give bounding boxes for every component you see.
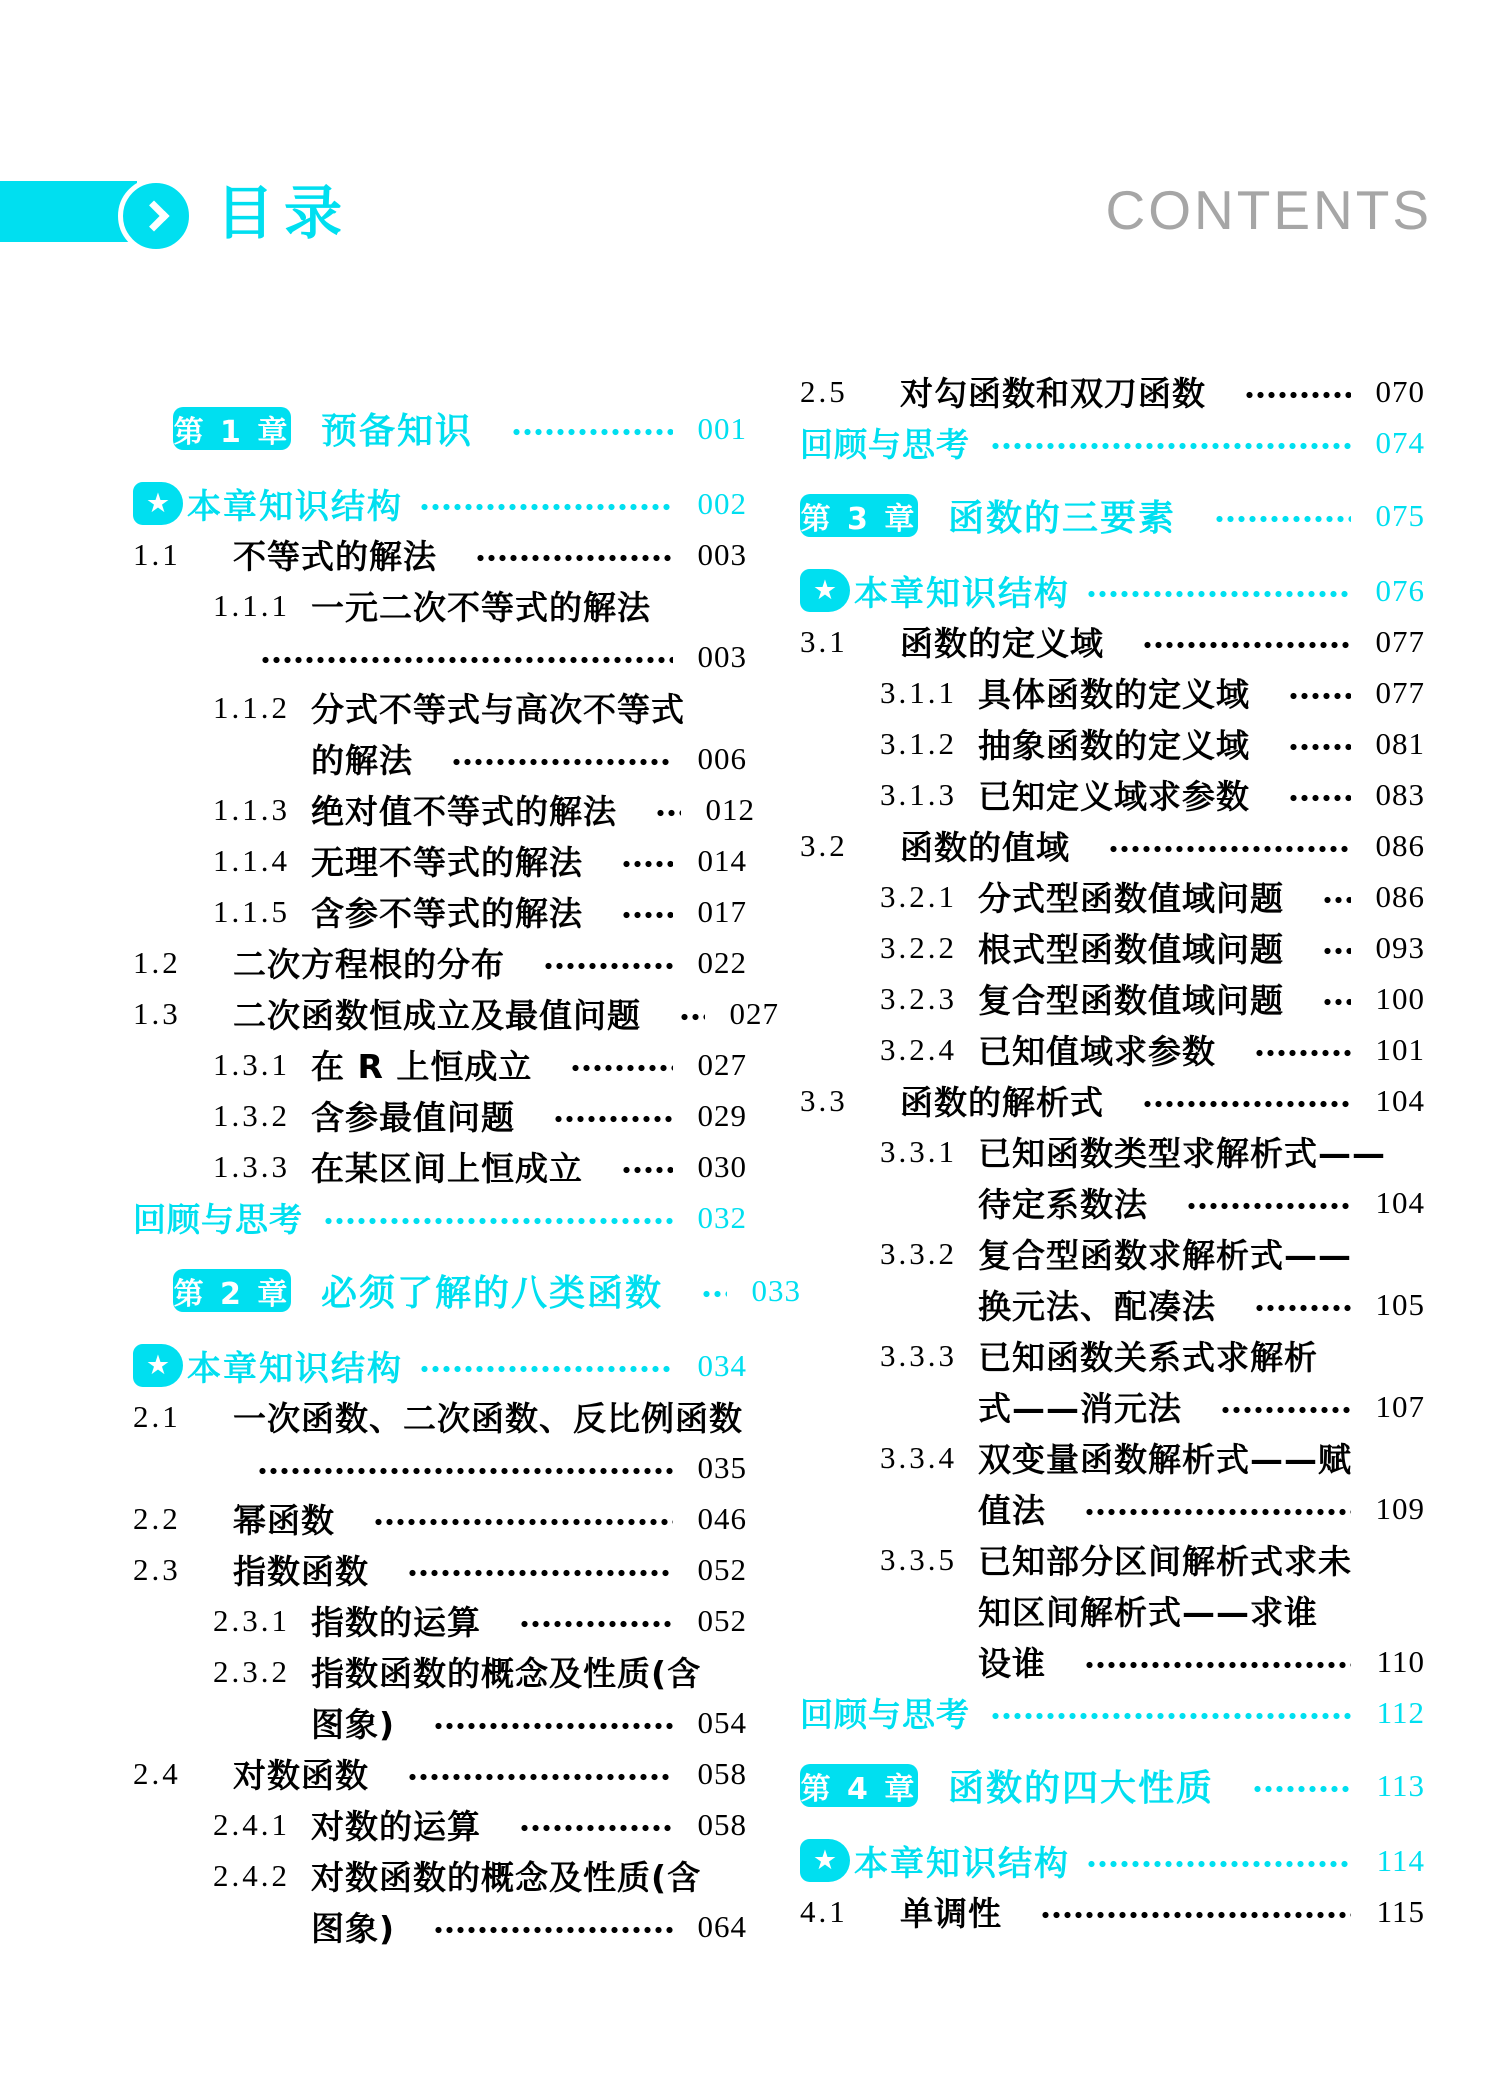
entry-title: 不等式的解法 bbox=[233, 537, 437, 576]
toc-subentry bbox=[133, 1090, 747, 1141]
toc-subentry bbox=[133, 1646, 747, 1697]
entry-number: 2.4.2 bbox=[213, 1857, 290, 1893]
toc-subentry bbox=[800, 973, 1425, 1024]
dotted-leader bbox=[323, 1217, 673, 1225]
dotted-leader bbox=[701, 1290, 727, 1298]
entry-number: 3.3.3 bbox=[880, 1337, 957, 1373]
dotted-leader bbox=[1186, 1202, 1351, 1210]
dotted-leader bbox=[1084, 1508, 1351, 1516]
dotted-leader bbox=[1322, 947, 1351, 955]
entry-number: 2.2 bbox=[133, 1500, 181, 1536]
chapter-badge: 第 4 章 bbox=[800, 1764, 918, 1807]
dotted-leader bbox=[1254, 1304, 1351, 1312]
toc-continuation-row bbox=[133, 1901, 747, 1952]
entry-title: 函数的定义域 bbox=[900, 624, 1104, 663]
toc-knowledge-row bbox=[133, 1340, 747, 1391]
toc-chapter-row bbox=[133, 403, 747, 454]
page-number: 003 bbox=[697, 638, 747, 674]
continuation-text: 图象) bbox=[311, 1909, 396, 1948]
toc-chapter-row bbox=[133, 1265, 802, 1316]
toc-subentry bbox=[133, 1799, 747, 1850]
toc-subentry bbox=[800, 718, 1425, 769]
entry-title: 在某区间上恒成立 bbox=[311, 1149, 583, 1188]
page-number: 115 bbox=[1376, 1893, 1425, 1929]
entry-title: 对数函数 bbox=[233, 1756, 369, 1795]
knowledge-title: 本章知识结构 bbox=[854, 1844, 1070, 1884]
header-accent-bar bbox=[0, 181, 137, 242]
dotted-leader bbox=[1086, 590, 1351, 598]
star-icon: ★ bbox=[133, 482, 183, 525]
dotted-leader bbox=[1288, 794, 1351, 802]
page-number: 001 bbox=[697, 410, 747, 446]
toc-entry bbox=[133, 1748, 747, 1799]
entry-number: 3.3 bbox=[800, 1082, 848, 1118]
continuation-text: 知区间解析式——求谁 bbox=[978, 1593, 1318, 1632]
toc-column-left bbox=[133, 381, 802, 1952]
toc-continuation-row bbox=[800, 1636, 1425, 1687]
entry-title: 含参不等式的解法 bbox=[311, 894, 583, 933]
toc-continuation-row bbox=[800, 1585, 1425, 1636]
entry-title: 对数函数的概念及性质(含 bbox=[311, 1858, 702, 1897]
dotted-leader bbox=[990, 442, 1351, 450]
page-number: 022 bbox=[697, 944, 747, 980]
entry-number: 2.4 bbox=[133, 1755, 181, 1791]
entry-number: 2.3.2 bbox=[213, 1653, 290, 1689]
toc-continuation-row bbox=[133, 733, 747, 784]
toc-entry bbox=[133, 988, 779, 1039]
entry-title: 含参最值问题 bbox=[311, 1098, 515, 1137]
entry-number: 3.3.4 bbox=[880, 1439, 957, 1475]
page-number: 027 bbox=[697, 1046, 747, 1082]
toc-continuation-row bbox=[800, 1279, 1425, 1330]
dotted-leader bbox=[1142, 641, 1351, 649]
chapter-title: 函数的三要素 bbox=[948, 498, 1177, 539]
entry-number: 2.5 bbox=[800, 373, 848, 409]
chapter-title: 预备知识 bbox=[321, 411, 474, 452]
dotted-leader bbox=[407, 1569, 673, 1577]
dotted-leader bbox=[1254, 1049, 1351, 1057]
chevron-right-icon bbox=[118, 178, 194, 254]
dotted-leader bbox=[621, 860, 673, 868]
toc-subentry bbox=[133, 835, 747, 886]
toc-knowledge-row bbox=[800, 565, 1425, 616]
page-number: 052 bbox=[697, 1602, 747, 1638]
page-number: 032 bbox=[697, 1199, 747, 1235]
entry-title: 复合型函数值域问题 bbox=[978, 981, 1284, 1020]
toc-subentry bbox=[133, 1850, 747, 1901]
page-title-chinese: 目录 bbox=[216, 179, 353, 247]
entry-title: 绝对值不等式的解法 bbox=[311, 792, 617, 831]
entry-number: 3.3.2 bbox=[880, 1235, 957, 1271]
review-label: 回顾与思考 bbox=[133, 1200, 303, 1239]
page-number: 086 bbox=[1375, 878, 1425, 914]
toc-subentry bbox=[133, 580, 747, 631]
entry-title: 单调性 bbox=[900, 1894, 1002, 1933]
toc-continuation-row bbox=[800, 1483, 1425, 1534]
entry-number: 1.1.1 bbox=[213, 587, 290, 623]
entry-title: 复合型函数求解析式—— bbox=[978, 1236, 1352, 1275]
entry-number: 4.1 bbox=[800, 1893, 848, 1929]
page-number: 035 bbox=[697, 1449, 747, 1485]
page-number: 003 bbox=[697, 536, 747, 572]
entry-title: 指数的运算 bbox=[311, 1603, 481, 1642]
page-number: 002 bbox=[697, 485, 747, 521]
dotted-leader bbox=[519, 1620, 673, 1628]
dotted-leader bbox=[519, 1824, 673, 1832]
toc-subentry bbox=[133, 1595, 747, 1646]
toc-review-row bbox=[800, 417, 1425, 468]
toc-subentry bbox=[800, 1126, 1425, 1177]
toc-column-right bbox=[800, 366, 1425, 1937]
dotted-leader bbox=[553, 1115, 673, 1123]
entry-number: 1.3.3 bbox=[213, 1148, 290, 1184]
entry-title: 根式型函数值域问题 bbox=[978, 930, 1284, 969]
toc-continuation-row bbox=[800, 1381, 1425, 1432]
dotted-leader bbox=[433, 1926, 673, 1934]
page-number: 029 bbox=[697, 1097, 747, 1133]
entry-number: 3.1.2 bbox=[880, 725, 957, 761]
entry-number: 1.1.5 bbox=[213, 893, 290, 929]
entry-number: 2.3 bbox=[133, 1551, 181, 1587]
toc-entry bbox=[800, 1886, 1425, 1937]
entry-title: 已知函数类型求解析式—— bbox=[978, 1134, 1386, 1173]
chevron-glyph bbox=[138, 200, 169, 231]
dotted-leader bbox=[257, 1467, 673, 1475]
entry-title: 分式型函数值域问题 bbox=[978, 879, 1284, 918]
page-number: 112 bbox=[1376, 1694, 1425, 1730]
toc-subentry bbox=[800, 1024, 1425, 1075]
continuation-text: 待定系数法 bbox=[978, 1185, 1148, 1224]
toc-subentry bbox=[133, 682, 747, 733]
toc-continuation-row bbox=[800, 1177, 1425, 1228]
entry-number: 1.2 bbox=[133, 944, 181, 980]
star-icon: ★ bbox=[800, 1839, 850, 1882]
page-number: 030 bbox=[697, 1148, 747, 1184]
toc-chapter-row bbox=[800, 490, 1425, 541]
knowledge-title: 本章知识结构 bbox=[187, 487, 403, 527]
page-number: 077 bbox=[1375, 623, 1425, 659]
page-number: 006 bbox=[697, 740, 747, 776]
toc-entry bbox=[133, 1544, 747, 1595]
dotted-leader bbox=[419, 503, 673, 511]
page-number: 058 bbox=[697, 1806, 747, 1842]
toc-subentry bbox=[800, 871, 1425, 922]
toc-entry bbox=[800, 366, 1425, 417]
page-title-english: CONTENTS bbox=[1105, 179, 1432, 241]
dotted-leader bbox=[1288, 743, 1351, 751]
entry-number: 1.3.1 bbox=[213, 1046, 290, 1082]
page-number: 113 bbox=[1376, 1767, 1425, 1803]
entry-title: 对数的运算 bbox=[311, 1807, 481, 1846]
entry-number: 2.1 bbox=[133, 1398, 181, 1434]
entry-title: 已知值域求参数 bbox=[978, 1032, 1216, 1071]
page-number: 058 bbox=[697, 1755, 747, 1791]
page-number: 077 bbox=[1375, 674, 1425, 710]
dotted-leader bbox=[679, 1013, 705, 1021]
page-number: 081 bbox=[1375, 725, 1425, 761]
chapter-badge: 第 2 章 bbox=[173, 1269, 291, 1312]
toc-subentry bbox=[800, 1228, 1425, 1279]
entry-number: 3.1 bbox=[800, 623, 848, 659]
page-number: 109 bbox=[1375, 1490, 1425, 1526]
dotted-leader bbox=[433, 1722, 673, 1730]
toc-subentry bbox=[800, 1432, 1425, 1483]
dotted-leader bbox=[543, 962, 673, 970]
toc-review-row bbox=[133, 1192, 747, 1243]
dotted-leader bbox=[1040, 1911, 1351, 1919]
dotted-leader bbox=[1142, 1100, 1351, 1108]
continuation-text: 换元法、配凑法 bbox=[978, 1287, 1216, 1326]
entry-title: 一次函数、二次函数、反比例函数 bbox=[233, 1399, 743, 1438]
toc-subentry bbox=[800, 1330, 1425, 1381]
page-number: 104 bbox=[1375, 1184, 1425, 1220]
toc-subentry bbox=[133, 1039, 747, 1090]
entry-title: 抽象函数的定义域 bbox=[978, 726, 1250, 765]
page-number: 101 bbox=[1375, 1031, 1425, 1067]
entry-title: 一元二次不等式的解法 bbox=[311, 588, 651, 627]
entry-number: 1.1.4 bbox=[213, 842, 290, 878]
dotted-leader bbox=[1322, 896, 1351, 904]
page-number: 027 bbox=[729, 995, 779, 1031]
entry-title: 已知函数关系式求解析 bbox=[978, 1338, 1318, 1377]
dotted-leader bbox=[1252, 1785, 1351, 1793]
page-number: 054 bbox=[697, 1704, 747, 1740]
page-number: 114 bbox=[1376, 1842, 1425, 1878]
page-number: 014 bbox=[697, 842, 747, 878]
toc-subentry bbox=[133, 784, 755, 835]
page-number: 083 bbox=[1375, 776, 1425, 812]
dotted-leader bbox=[621, 911, 673, 919]
entry-title: 无理不等式的解法 bbox=[311, 843, 583, 882]
entry-title: 二次方程根的分布 bbox=[233, 945, 505, 984]
toc-entry bbox=[800, 1075, 1425, 1126]
toc-chapter-row bbox=[800, 1760, 1425, 1811]
continuation-text: 值法 bbox=[978, 1491, 1046, 1530]
page-number: 105 bbox=[1375, 1286, 1425, 1322]
chapter-badge: 第 1 章 bbox=[173, 407, 291, 450]
star-icon: ★ bbox=[133, 1344, 183, 1387]
page-number: 086 bbox=[1375, 827, 1425, 863]
page-number: 107 bbox=[1375, 1388, 1425, 1424]
page-number: 093 bbox=[1375, 929, 1425, 965]
dotted-leader bbox=[655, 809, 681, 817]
continuation-text: 图象) bbox=[311, 1705, 396, 1744]
toc-subentry bbox=[800, 667, 1425, 718]
review-label: 回顾与思考 bbox=[800, 1695, 970, 1734]
dotted-leader bbox=[1214, 515, 1351, 523]
toc-continuation-row bbox=[133, 1442, 747, 1493]
page-number: 046 bbox=[697, 1500, 747, 1536]
page-number: 104 bbox=[1375, 1082, 1425, 1118]
page-number: 033 bbox=[751, 1272, 802, 1308]
entry-number: 3.2.4 bbox=[880, 1031, 957, 1067]
star-icon: ★ bbox=[800, 569, 850, 612]
entry-number: 3.3.5 bbox=[880, 1541, 957, 1577]
knowledge-title: 本章知识结构 bbox=[187, 1349, 403, 1389]
page-number: 074 bbox=[1375, 424, 1425, 460]
dotted-leader bbox=[419, 1365, 673, 1373]
entry-number: 1.3 bbox=[133, 995, 181, 1031]
chapter-badge: 第 3 章 bbox=[800, 494, 918, 537]
toc-knowledge-row bbox=[800, 1835, 1425, 1886]
toc-review-row bbox=[800, 1687, 1425, 1738]
entry-number: 3.1.1 bbox=[880, 674, 957, 710]
dotted-leader bbox=[1244, 391, 1351, 399]
page-number: 012 bbox=[705, 791, 755, 827]
entry-title: 对勾函数和双刀函数 bbox=[900, 374, 1206, 413]
knowledge-title: 本章知识结构 bbox=[854, 574, 1070, 614]
entry-number: 3.3.1 bbox=[880, 1133, 957, 1169]
dotted-leader bbox=[407, 1773, 673, 1781]
dotted-leader bbox=[1288, 692, 1351, 700]
page-number: 064 bbox=[697, 1908, 747, 1944]
entry-title: 函数的解析式 bbox=[900, 1083, 1104, 1122]
dotted-leader bbox=[990, 1712, 1351, 1720]
toc-subentry bbox=[133, 886, 747, 937]
dotted-leader bbox=[511, 428, 673, 436]
toc-entry bbox=[133, 937, 747, 988]
entry-title: 已知定义域求参数 bbox=[978, 777, 1250, 816]
entry-title: 二次函数恒成立及最值问题 bbox=[233, 996, 641, 1035]
chapter-title: 函数的四大性质 bbox=[948, 1768, 1215, 1809]
entry-number: 3.2.2 bbox=[880, 929, 957, 965]
chapter-title: 必须了解的八类函数 bbox=[321, 1273, 664, 1314]
page-number: 034 bbox=[697, 1347, 747, 1383]
page-number: 076 bbox=[1375, 572, 1425, 608]
toc-knowledge-row bbox=[133, 478, 747, 529]
entry-number: 3.2.1 bbox=[880, 878, 957, 914]
entry-title: 分式不等式与高次不等式 bbox=[311, 690, 685, 729]
entry-title: 已知部分区间解析式求未 bbox=[978, 1542, 1352, 1581]
dotted-leader bbox=[1086, 1860, 1351, 1868]
dotted-leader bbox=[260, 656, 673, 664]
continuation-text: 的解法 bbox=[311, 741, 413, 780]
dotted-leader bbox=[451, 758, 673, 766]
entry-title: 指数函数 bbox=[233, 1552, 369, 1591]
dotted-leader bbox=[475, 554, 673, 562]
dotted-leader bbox=[1322, 998, 1351, 1006]
entry-number: 1.1.3 bbox=[213, 791, 290, 827]
toc-entry bbox=[800, 616, 1425, 667]
dotted-leader bbox=[621, 1166, 673, 1174]
toc-entry bbox=[133, 1493, 747, 1544]
toc-subentry bbox=[800, 769, 1425, 820]
entry-number: 2.4.1 bbox=[213, 1806, 290, 1842]
continuation-text: 设谁 bbox=[978, 1644, 1046, 1683]
entry-number: 2.3.1 bbox=[213, 1602, 290, 1638]
entry-number: 3.2.3 bbox=[880, 980, 957, 1016]
dotted-leader bbox=[570, 1064, 673, 1072]
toc-subentry bbox=[133, 1141, 747, 1192]
entry-number: 1.1.2 bbox=[213, 689, 290, 725]
toc-subentry bbox=[800, 922, 1425, 973]
dotted-leader bbox=[1084, 1661, 1351, 1669]
dotted-leader bbox=[1108, 845, 1351, 853]
page-number: 070 bbox=[1375, 373, 1425, 409]
entry-number: 3.2 bbox=[800, 827, 848, 863]
entry-number: 1.3.2 bbox=[213, 1097, 290, 1133]
entry-title: 在 R 上恒成立 bbox=[311, 1047, 533, 1086]
entry-title: 函数的值域 bbox=[900, 828, 1070, 867]
entry-title: 具体函数的定义域 bbox=[978, 675, 1250, 714]
review-label: 回顾与思考 bbox=[800, 425, 970, 464]
page-number: 110 bbox=[1376, 1643, 1425, 1679]
dotted-leader bbox=[373, 1518, 673, 1526]
toc-entry bbox=[133, 1391, 747, 1442]
dotted-leader bbox=[1220, 1406, 1351, 1414]
toc-continuation-row bbox=[133, 1697, 747, 1748]
toc-continuation-row bbox=[133, 631, 747, 682]
entry-number: 1.1 bbox=[133, 536, 181, 572]
page-number: 100 bbox=[1375, 980, 1425, 1016]
toc-entry bbox=[800, 820, 1425, 871]
toc-entry bbox=[133, 529, 747, 580]
toc-subentry bbox=[800, 1534, 1425, 1585]
page-number: 075 bbox=[1375, 497, 1425, 533]
page-number: 052 bbox=[697, 1551, 747, 1587]
continuation-text: 式——消元法 bbox=[978, 1389, 1182, 1428]
entry-title: 指数函数的概念及性质(含 bbox=[311, 1654, 702, 1693]
entry-title: 幂函数 bbox=[233, 1501, 335, 1540]
page-number: 017 bbox=[697, 893, 747, 929]
entry-title: 双变量函数解析式——赋 bbox=[978, 1440, 1352, 1479]
entry-number: 3.1.3 bbox=[880, 776, 957, 812]
